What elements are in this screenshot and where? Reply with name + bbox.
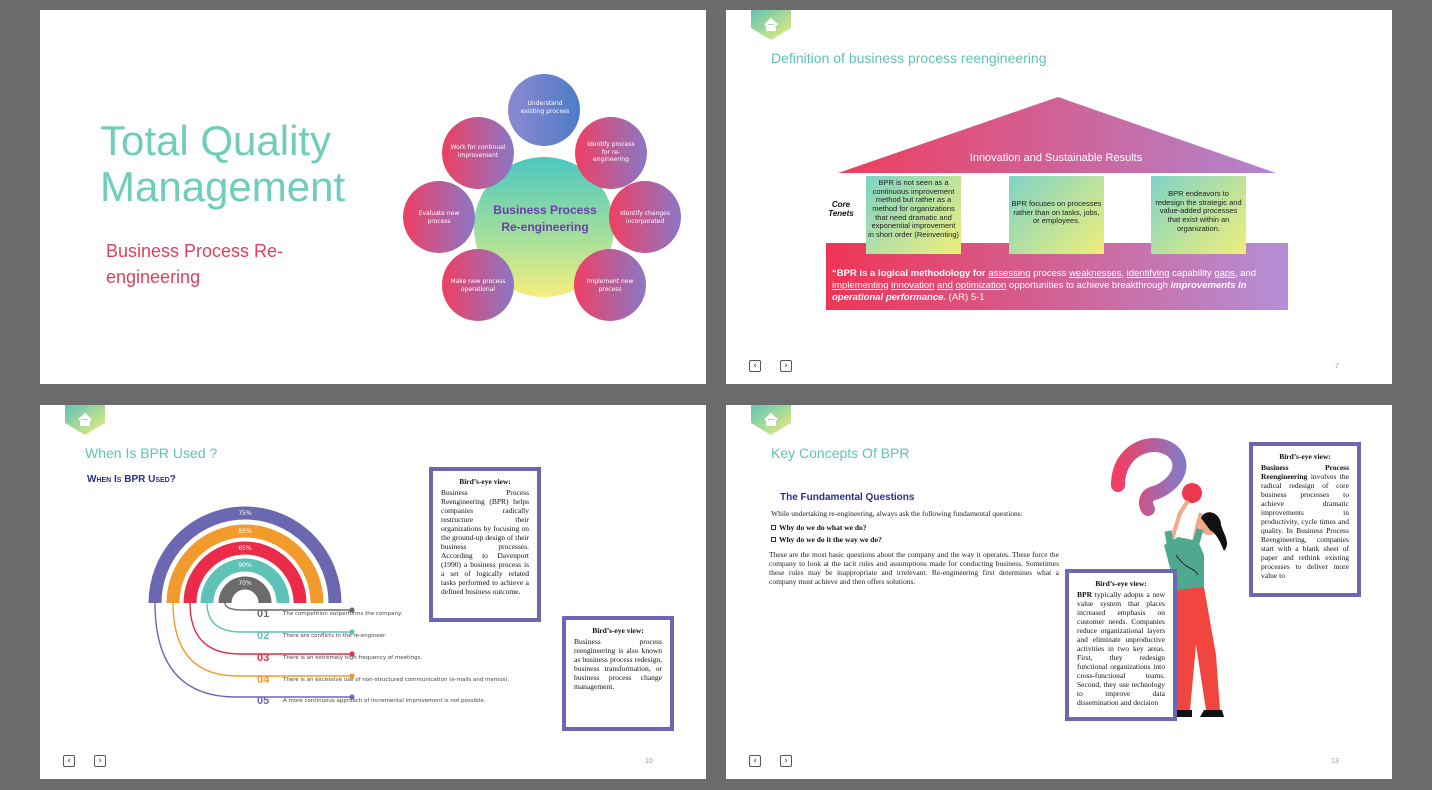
slide-subtitle: Business Process Re-engineering (106, 241, 284, 288)
item-number: 05 (257, 695, 270, 707)
question-2 (771, 535, 882, 544)
checkbox-icon (771, 537, 776, 542)
item-text: The competition outperforms the company. (283, 611, 403, 617)
item-number: 01 (257, 608, 270, 620)
slide-2[interactable] (726, 10, 1392, 384)
page-number: 10 (645, 758, 653, 765)
prev-slide-button[interactable]: ‹ (749, 755, 761, 767)
list-item (257, 630, 387, 642)
item-text: There is an extremely high frequency of meetings. (283, 655, 423, 661)
home-icon[interactable] (751, 405, 791, 435)
item-number: 02 (257, 630, 270, 642)
next-slide-button[interactable]: › (780, 755, 792, 767)
box-heading: Bird’s-eye view: (1095, 579, 1147, 588)
slide-4[interactable] (726, 405, 1392, 779)
circle-label: Identify changes incorporated (620, 210, 670, 225)
circle-label: Implement new process (586, 278, 634, 293)
box-body: Business Process Reengineering (BPR) helps companies radically restructure their organizations by focusing on the ground-up design of their business processes. According to Davenport (1990) a business process is a set of logically related tasks performed to achieve a defined business outcome. (441, 488, 529, 596)
box-heading: Bird’s-eye view: (592, 626, 644, 635)
circle-label: Identify process for re-engineering (587, 141, 635, 163)
ball-shape (1182, 483, 1202, 503)
slide-title: Definition of business process reengineering (771, 50, 1047, 66)
pillar-2: BPR focuses on processes rather than on tasks, jobs, or employees. (1009, 176, 1104, 254)
definition-part: capability (1169, 268, 1215, 279)
circle-label: Evaluate new process (418, 210, 460, 225)
item-text: There is an excessive use of non-structured communication (e-mails and memos). (283, 677, 510, 683)
arc-percent-label: 70% (238, 580, 252, 587)
item-number: 04 (257, 674, 270, 686)
item-text: A more continuous approach of incremental improvement is not possible. (283, 698, 486, 704)
definition-part: process (1030, 268, 1070, 279)
definition-part: , and (1234, 268, 1257, 279)
list-item (257, 674, 509, 686)
question-mark-shape (1118, 445, 1179, 509)
definition-part: “BPR is a logical methodology for (832, 268, 989, 279)
definition-part: (AR) 5-1 (946, 291, 985, 303)
definition-part: innovation (891, 279, 935, 291)
item-number: 03 (257, 652, 270, 664)
prev-slide-button[interactable]: ‹ (749, 360, 761, 372)
section-subtitle: When Is BPR Used? (87, 474, 176, 485)
list-item (257, 652, 422, 664)
arc-percent-label: 75% (238, 510, 252, 517)
home-icon[interactable] (65, 405, 105, 435)
list-item (257, 695, 485, 707)
definition-part: gaps (1214, 268, 1235, 279)
slide-3[interactable] (40, 405, 706, 779)
definition-part: opportunities to achieve breakthrough (1006, 279, 1171, 291)
pillar-1: BPR is not seen as a continuous improvement method but rather as a method for organizations that need dramatic and exponential improvement in short order (Reinventing) (866, 176, 961, 254)
slide-title: Key Concepts Of BPR (771, 445, 910, 461)
next-slide-button[interactable]: › (94, 755, 106, 767)
slide-title: When Is BPR Used ? (85, 445, 218, 461)
circle-label: Make new process operational (450, 278, 506, 293)
definition-part: and (937, 279, 953, 291)
slide-title: Total Quality Management (100, 117, 346, 211)
slide-1[interactable] (40, 10, 706, 384)
checkbox-icon (771, 525, 776, 530)
definition-part: weaknesses (1069, 268, 1122, 279)
birds-eye-box (1065, 569, 1177, 721)
birds-eye-box (1249, 442, 1361, 597)
question-1 (771, 523, 867, 532)
box-lead: BPR (1077, 590, 1092, 599)
intro-text: While undertaking re-engineering, always ask the following fundamental questions: (771, 509, 1023, 518)
birds-eye-box (562, 616, 674, 731)
home-icon[interactable] (751, 10, 791, 40)
section-heading: The Fundamental Questions (780, 492, 915, 503)
arc-percent-label: 85% (238, 528, 252, 535)
page-number: 13 (1331, 758, 1339, 765)
definition-part: improvements in operational performance. (832, 279, 1247, 303)
box-body: Business process reengineering is also known as business process redesign, business transformation, or business process change management. (574, 637, 662, 691)
question-text: Why do we do it the way we do? (779, 535, 882, 544)
center-label: Business Process Re-engineering (493, 203, 597, 234)
circle-label: Understand existing process (520, 100, 570, 115)
arc-percent-label: 65% (238, 545, 252, 552)
box-body: involves the radical redesign of core business processes to achieve dramatic improvements in productivity, cycle times and quality. In Business Process Reengineering, companies start with a blank sheet of paper and rethink existing processes to deliver more value to (1261, 472, 1349, 580)
box-heading: Bird’s-eye view: (1279, 452, 1331, 461)
pillar-3: BPR endeavors to redesign the strategic and value-added processes that exist within an organization. (1151, 176, 1246, 254)
next-slide-button[interactable]: › (780, 360, 792, 372)
roof-label: Innovation and Sustainable Results (969, 152, 1143, 164)
question-text: Why do we do what we do? (779, 523, 867, 532)
page-number: 7 (1335, 363, 1339, 370)
birds-eye-box (429, 467, 541, 622)
list-item (257, 608, 402, 620)
box-heading: Bird’s-eye view: (459, 477, 511, 486)
definition-part: assessing (988, 268, 1031, 279)
arc-percent-label: 90% (238, 562, 252, 569)
item-text: There are conflicts in the re-engineer. (283, 633, 387, 639)
definition-part: implementing (832, 279, 889, 291)
circle-label: Work for continual improvement (450, 144, 506, 159)
core-tenets-label: Core Tenets (828, 200, 854, 218)
box-lead: Business Process Reengineering (1261, 463, 1349, 481)
prev-slide-button[interactable]: ‹ (63, 755, 75, 767)
box-body: typically adopts a new value system that places increased emphasis on customer needs. Companies reduce organizational layers and eliminate unproductive activities in two key areas. First, they redesign functional organizations into cross-functional teams. Second, they use technology to improve data dissemination and decision (1077, 590, 1165, 707)
definition-text (832, 268, 1262, 304)
definition-part: , (1121, 268, 1127, 279)
body-paragraph: These are the most basic questions about the company and the way it operates. These force the company to look at the tacit rules and assumptions made for conducting business. Sometimes these rules may be inappropriate and irrelevant. Re-engineering first determines what a company must achieve and then offers solutions. (769, 550, 1059, 586)
definition-part: optimization (955, 279, 1007, 291)
definition-part: identifying (1126, 268, 1170, 279)
